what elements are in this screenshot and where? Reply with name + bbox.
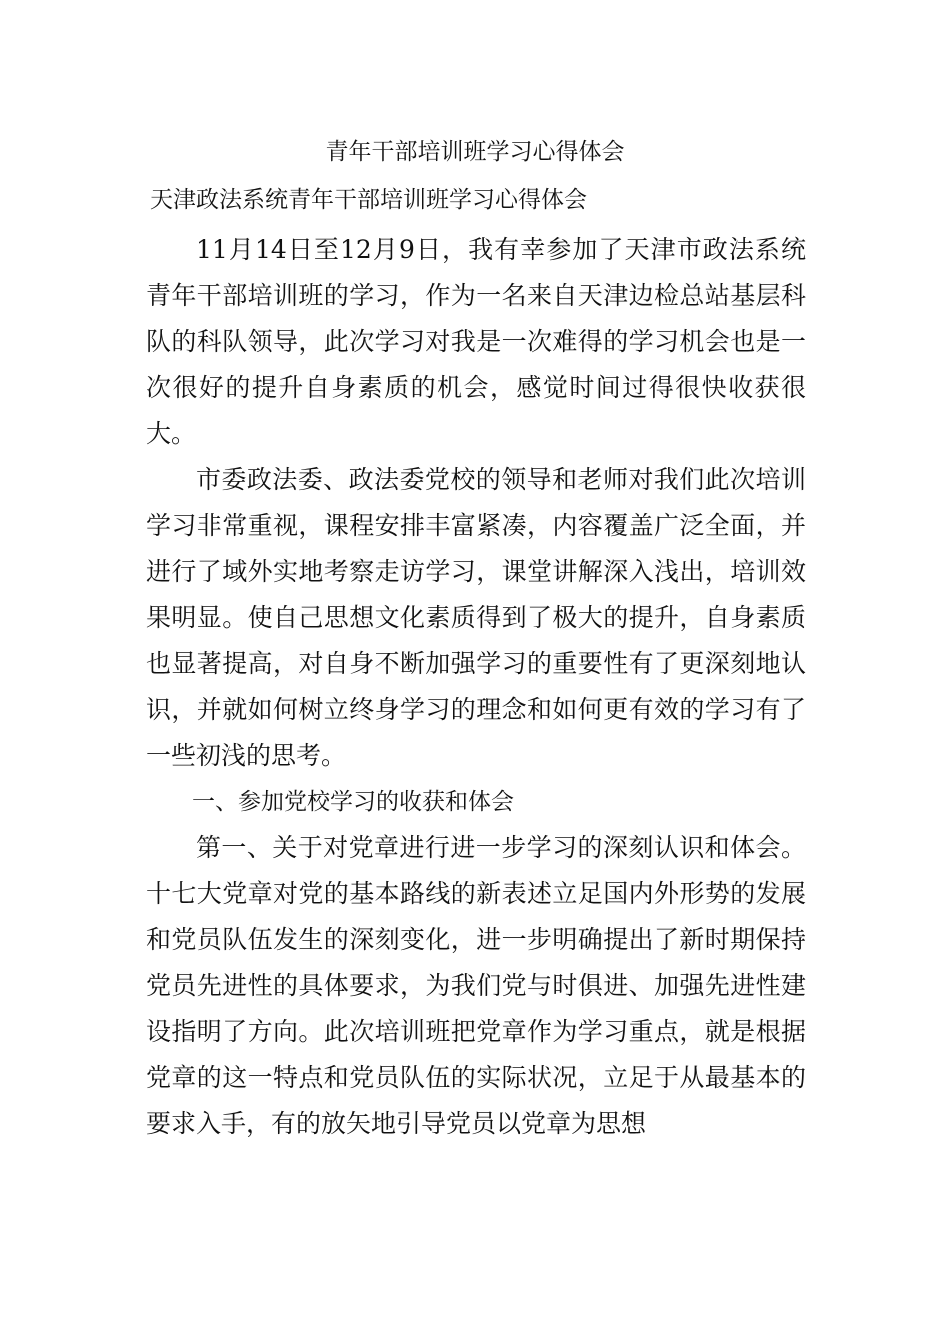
document-title: 青年干部培训班学习心得体会 xyxy=(325,139,625,165)
paragraph-party-constitution: 第一、关于对党章进行进一步学习的深刻认识和体会。十七大党章对党的基本路线的新表述立足国内外形势的发展和党员队伍发生的深刻变化，进一步明确提出了新时期保持党员先进性的具体要求，为我们党与时俱进、加强先进性建设指明了方向。此次培训班把党章作为学习重点，就是根据党章的这一特点和党员队伍的实际状况，立足于从最基本的要求入手，有的放矢地引导党员以党章为思想 xyxy=(146,833,806,1138)
paragraph-training: 市委政法委、政法委党校的领导和老师对我们此次培训学习非常重视，课程安排丰富紧凑，内容覆盖广泛全面，并进行了域外实地考察走访学习，课堂讲解深入浅出，培训效果明显。使自己思想文化素质得到了极大的提升，自身素质也显著提高，对自身不断加强学习的重要性有了更深刻地认识，并就如何树立终身学习的理念和如何更有效的学习有了一些初浅的思考。 xyxy=(146,465,806,770)
document-subtitle: 天津政法系统青年干部培训班学习心得体会 xyxy=(150,187,587,213)
document-body xyxy=(146,227,806,1147)
paragraph-intro: 11月14日至12月9日，我有幸参加了天津市政法系统青年干部培训班的学习，作为一名来自天津边检总站基层科队的科队领导，此次学习对我是一次难得的学习机会也是一次很好的提升自身素质的机会，感觉时间过得很快收获很大。 xyxy=(146,235,806,448)
section-heading: 一、参加党校学习的收获和体会 xyxy=(192,789,514,815)
